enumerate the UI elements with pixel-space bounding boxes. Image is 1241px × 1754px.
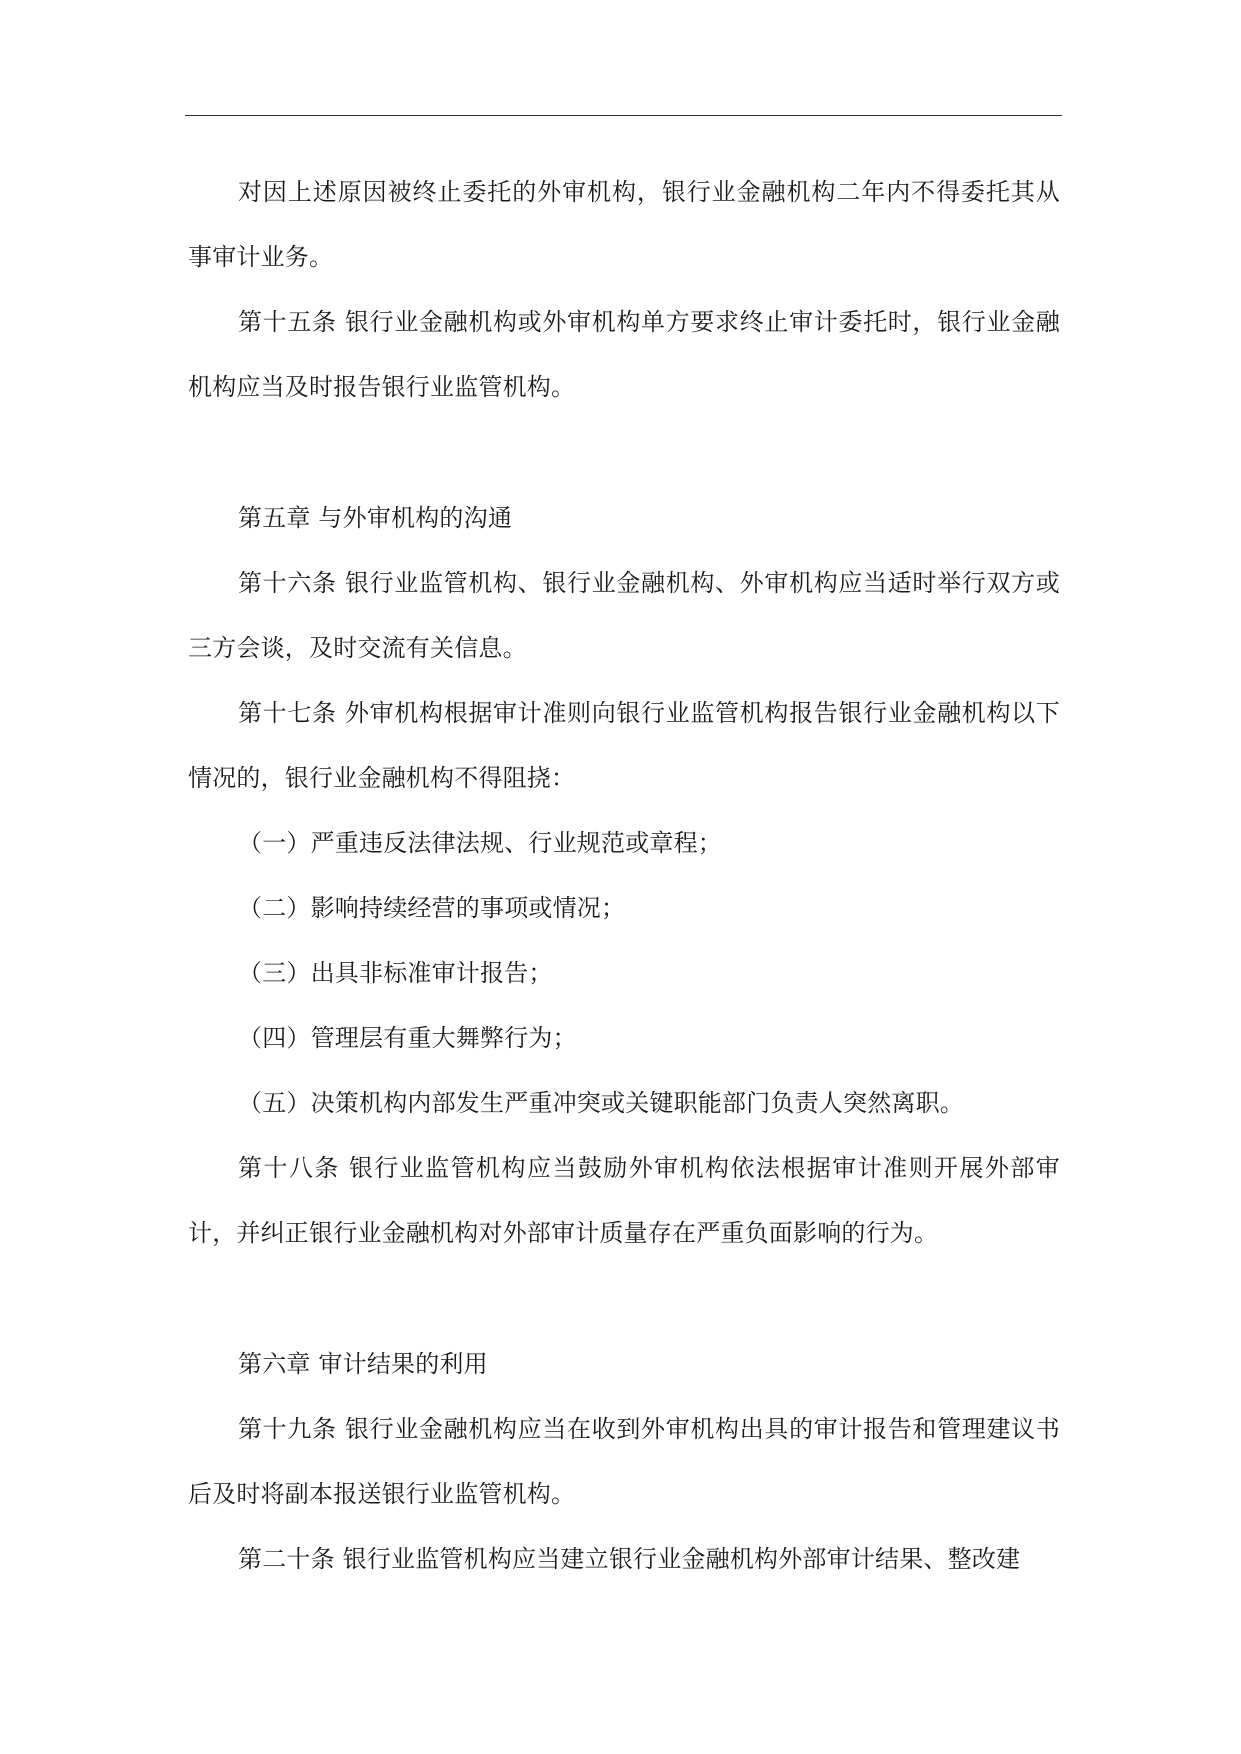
paragraph-termination-ban: 对因上述原因被终止委托的外审机构，银行业金融机构二年内不得委托其从事审计业务。 [188,178,1060,271]
list-item-3: （三）出具非标准审计报告； [238,959,553,987]
article-20: 第二十条 银行业监管机构应当建立银行业金融机构外部审计结果、整改建 [238,1545,1021,1573]
document-body [188,160,1060,1592]
list-item-1: （一）严重违反法律法规、行业规范或章程； [238,829,722,857]
chapter-5-heading: 第五章 与外审机构的沟通 [238,504,513,532]
article-16: 第十六条 银行业监管机构、银行业金融机构、外审机构应当适时举行双方或三方会谈，及时交流有关信息。 [188,569,1060,662]
article-17: 第十七条 外审机构根据审计准则向银行业监管机构报告银行业金融机构以下情况的，银行业金融机构不得阻挠： [188,699,1060,792]
header-rule [185,115,1062,116]
article-18: 第十八条 银行业监管机构应当鼓励外审机构依法根据审计准则开展外部审计，并纠正银行业金融机构对外部审计质量存在严重负面影响的行为。 [188,1154,1060,1247]
chapter-6-heading: 第六章 审计结果的利用 [238,1350,488,1378]
list-item-4: （四）管理层有重大舞弊行为； [238,1024,577,1052]
article-19: 第十九条 银行业金融机构应当在收到外审机构出具的审计报告和管理建议书后及时将副本报送银行业监管机构。 [188,1415,1060,1508]
article-15: 第十五条 银行业金融机构或外审机构单方要求终止审计委托时，银行业金融机构应当及时报告银行业监管机构。 [188,308,1060,401]
list-item-2: （二）影响持续经营的事项或情况； [238,894,626,922]
list-item-5: （五）决策机构内部发生严重冲突或关键职能部门负责人突然离职。 [238,1089,964,1117]
